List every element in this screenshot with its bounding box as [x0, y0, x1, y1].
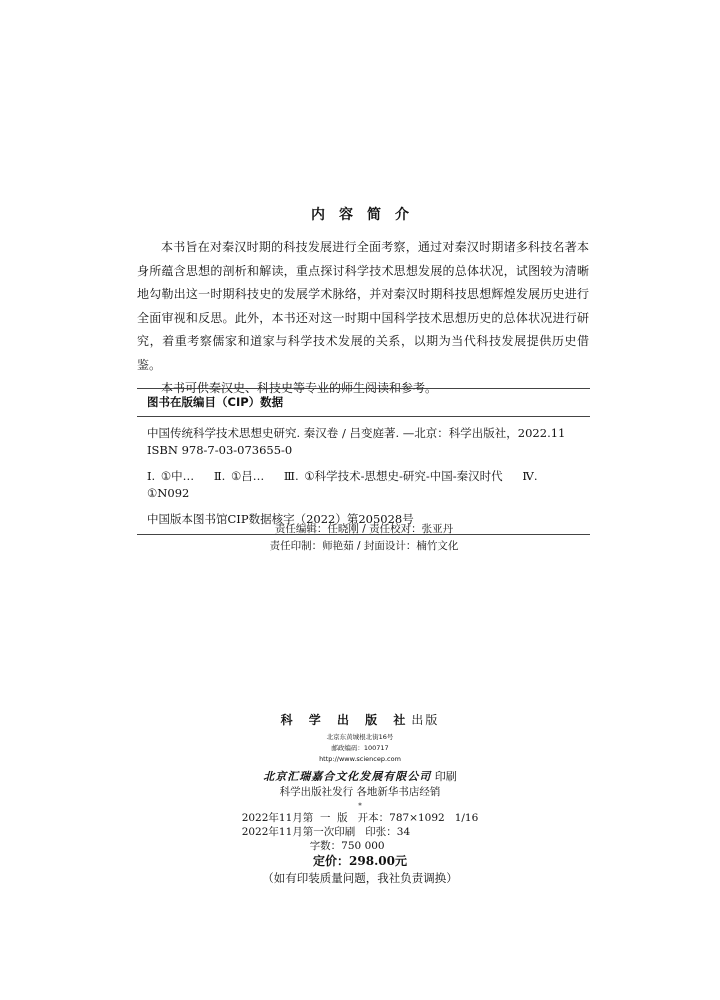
summary-title: 内容简介: [311, 207, 423, 223]
print-line: 2022年11月第一次印刷 印张：34: [241, 825, 411, 838]
cip-header: 图书在版编目（CIP）数据: [137, 389, 590, 417]
word-count: 字数：750 000: [309, 839, 385, 852]
publisher-address: 北京东黄城根北街16号: [326, 733, 394, 741]
publisher-name: 科 学 出 版 社: [280, 713, 412, 727]
cip-verify-line: 中国版本图书馆CIP数据核字（2022）第205028号: [147, 512, 414, 526]
cip-block: [137, 388, 590, 535]
distribution-line: 科学出版社发行 各地新华书店经销: [279, 786, 441, 798]
cip-record: [137, 417, 590, 459]
summary-paragraph: 本书可供秦汉史、科技史等专业的师生阅读和参考。: [161, 381, 438, 395]
cip-class-item: Ⅰ. ①中…: [147, 469, 195, 483]
separator-star: *: [358, 801, 362, 810]
spec-block: [242, 811, 479, 853]
printer-suffix: 印刷: [434, 770, 457, 783]
cip-class-item: Ⅳ. ①N092: [147, 469, 538, 500]
publisher-postcode: 邮政编码：100717: [331, 744, 389, 752]
editors-line: 责任印制：师艳茹 / 封面设计：楠竹文化: [269, 540, 459, 552]
cip-class-item: Ⅲ. ①科学技术-思想史-研究-中国-秦汉时代: [283, 469, 503, 483]
summary-paragraph: 本书旨在对秦汉时期的科技发展进行全面考察，通过对秦汉时期诸多科技名著本身所蕴含思想的剖析和解读，重点探讨科学技术思想发展的总体状况，试图较为清晰地勾勒出这一时期科技史的发展学术脉络，并对秦汉时期科技思想辉煌发展历史进行全面审视和反思。此外，本书还对这一时期中国科学技术思想历史的总体状况进行研究，着重考察儒家和道家与科学技术发展的关系，以期为当代科技发展提供历史借鉴。: [137, 240, 589, 372]
price: 定价：298.00元: [313, 853, 407, 868]
printer-line: [0, 768, 720, 784]
cip-record-line: 中国传统科学技术思想史研究. 秦汉卷 / 吕变庭著. —北京：科学出版社，2022.11: [147, 426, 566, 440]
publisher-suffix: 出版: [411, 713, 440, 727]
editors-line: 责任编辑：任晓刚 / 责任校对：张亚丹: [274, 523, 454, 535]
cip-isbn: ISBN 978-7-03-073655-0: [147, 443, 293, 457]
edition-line: 2022年11月第 一 版 开本：787×1092 1/16: [241, 811, 479, 824]
publisher-url: http://www.sciencep.com: [319, 755, 401, 763]
publisher-line: [0, 711, 720, 728]
cip-class-item: Ⅱ. ①吕…: [213, 469, 265, 483]
printer-name: 北京汇瑞嘉合文化发展有限公司: [263, 770, 432, 783]
quality-note: （如有印装质量问题，我社负责调换）: [262, 870, 458, 885]
summary-body: [137, 236, 589, 401]
cip-classification: [137, 459, 590, 502]
editors-block: [0, 521, 720, 555]
colophon: [0, 711, 720, 887]
